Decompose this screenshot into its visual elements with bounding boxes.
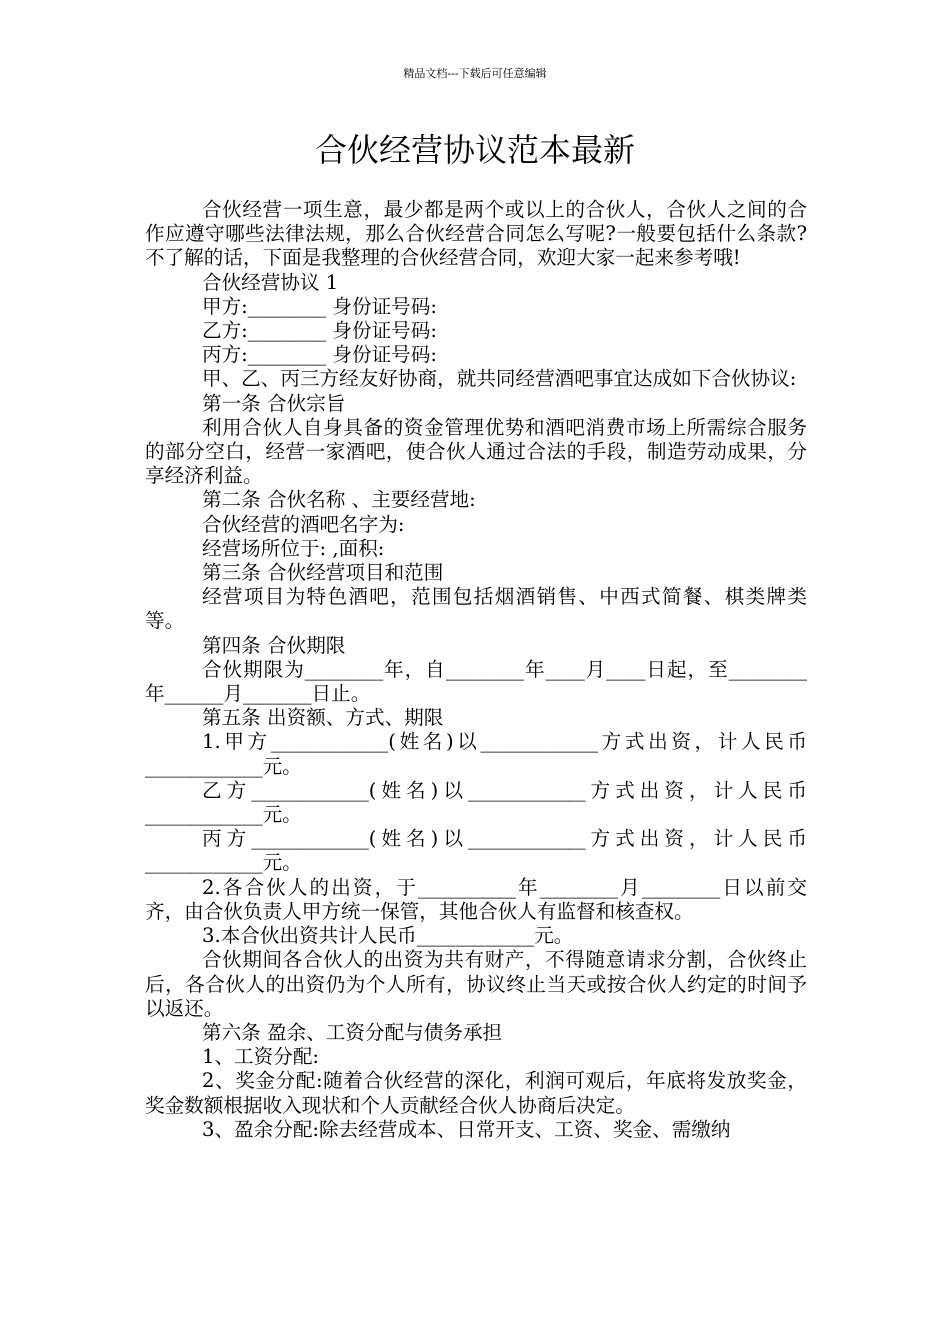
paragraph: 合伙期间各合伙人的出资为共有财产，不得随意请求分割，合伙终止后，各合伙人的出资仍为个人所有，协议终止当天或按合伙人约定的时间予以返还。 xyxy=(145,948,807,1020)
paragraph: 3.本合伙出资共计人民币____________元。 xyxy=(202,924,574,948)
paragraph: 1、工资分配: xyxy=(202,1045,320,1069)
document-title: 合伙经营协议范本最新 xyxy=(314,131,635,169)
paragraph: 1.甲方____________(姓名)以____________方式出资，计人民币____________元。 xyxy=(145,730,807,778)
paragraph: 合伙经营一项生意，最少都是两个或以上的合伙人，合伙人之间的合作应遵守哪些法律法规，那么合伙经营合同怎么写呢?一般要包括什么条款?不了解的话，下面是我整理的合伙经营合同，欢迎大家一起来参考哦! xyxy=(145,198,807,270)
paragraph: 2.各合伙人的出资，于__________年________月________日以前交齐，由合伙负责人甲方统一保管，其他合伙人有监督和核查权。 xyxy=(145,875,807,923)
paragraph: 第六条 盈余、工资分配与债务承担 xyxy=(202,1020,503,1044)
paragraph: 甲、乙、丙三方经友好协商，就共同经营酒吧事宜达成如下合伙协议: xyxy=(202,367,797,391)
paragraph: 第一条 合伙宗旨 xyxy=(202,391,346,415)
paragraph: 第四条 合伙期限 xyxy=(202,633,346,657)
paragraph: 3、盈余分配:除去经营成本、日常开支、工资、奖金、需缴纳 xyxy=(202,1117,731,1141)
paragraph: 丙方____________(姓名)以____________方式出资，计人民币____________元。 xyxy=(145,827,807,875)
paragraph: 乙方____________(姓名)以____________方式出资，计人民币____________元。 xyxy=(145,778,807,827)
paragraph: 2、奖金分配:随着合伙经营的深化，利润可观后，年底将发放奖金，奖金数额根据收入现状和个人贡献经合伙人协商后决定。 xyxy=(145,1069,807,1117)
paragraph: 第二条 合伙名称 、主要经营地: xyxy=(202,488,476,512)
paragraph: 合伙经营的酒吧名字为: xyxy=(202,512,405,536)
paragraph: 经营场所位于: ,面积: xyxy=(202,536,385,560)
paragraph: 合伙经营协议 1 xyxy=(202,270,339,294)
paragraph: 乙方:________ 身份证号码: xyxy=(202,319,437,343)
paragraph: 合伙期限为________年，自________年____月____日起，至________年______月_______日止。 xyxy=(145,657,807,706)
paragraph: 丙方:________ 身份证号码: xyxy=(202,343,437,367)
paragraph: 经营项目为特色酒吧，范围包括烟酒销售、中西式简餐、棋类牌类等。 xyxy=(145,585,807,633)
paragraph: 甲方:________ 身份证号码: xyxy=(202,294,437,318)
paragraph: 第五条 出资额、方式、期限 xyxy=(202,706,444,730)
paragraph: 第三条 合伙经营项目和范围 xyxy=(202,561,444,585)
paragraph: 利用合伙人自身具备的资金管理优势和酒吧消费市场上所需综合服务的部分空白，经营一家酒吧，使合伙人通过合法的手段，制造劳动成果，分享经济利益。 xyxy=(145,415,807,488)
header-note: 精品文档---下载后可任意编辑 xyxy=(403,67,547,80)
document-body xyxy=(145,198,807,1142)
